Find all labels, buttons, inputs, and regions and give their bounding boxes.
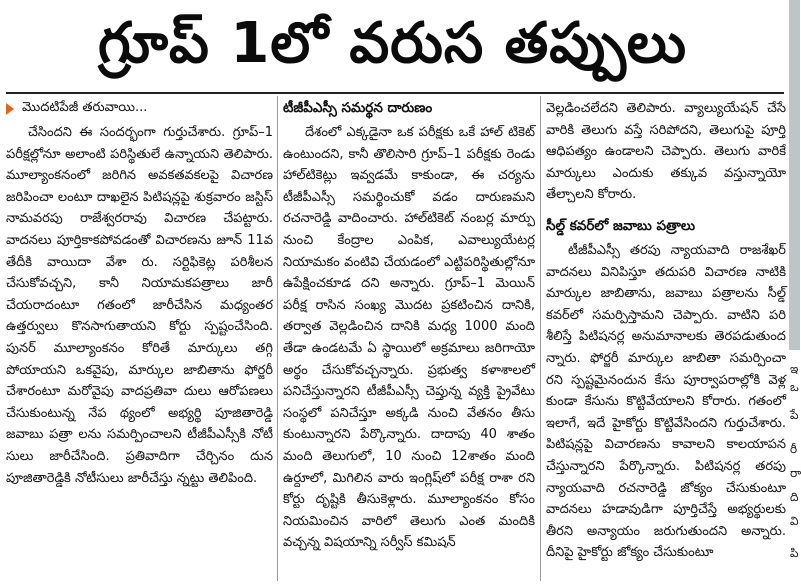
column-2: [283, 98, 535, 585]
edge-fragment: ఇ: [790, 362, 799, 376]
column-3-body: టీజీపీఎస్సీ తరపు న్యాయవాది రాజశేఖర్ వాదనలు వినిపిస్తూ తదుపరి విచారణ నాటికి మార్కుల జాబితాను, జవాబు పత్రాలను సీల్డ్ కవర్‌లో సమర్పిస్తామని చెప్పారు. వాటిని పరి శీలిస్తే పిటిషనర్ల అనుమానాలకు తెరపడుతుంద న్నారు. ఫోర్జరీ మార్కుల జాబితా సమర్పించా రని స్పష్టమైనందున కేసు పూర్వాపరాల్లోకి వెళ్ల కుండా కేసును కొట్టివేయాలని కోరారు. గతంలో ఇలాగే, ఇదే హైకోర్టు కొట్టివేసిందని గుర్తుచేశారు. పిటిషన్లపై విచారణను కావాలని కాలయాపన చేస్తున్నారని పేర్కొన్నారు. పిటిషనర్ల తరపు న్యాయవాది రచనారెడ్డి జోక్యం చేసుకుంటూ వాదనలు హడావుడిగా పూర్తిచేస్తే అభ్యర్థులకు తీరని అన్యాయం జరుగుతుందని అన్నారు. దీనిపై హైకోర్టు జోక్యం చేసుకుంటూ: [546, 242, 786, 561]
edge-photo-strip: [789, 0, 800, 350]
headline-rule: [6, 92, 784, 94]
edge-fragment: పే: [790, 408, 799, 422]
column-2-body: దేశంలో ఎక్కడైనా ఒక పరీక్షకు ఒకే హాల్ టికెట్ ఉంటుందని, కానీ తొలిసారి గ్రూప్–1 పరీక్షకు రెండు హాల్‌టికెట్లు ఇవ్వడమే కాకుండా, ఈ చర్యను టీజీపీఎస్సీ సమర్థించుకో వడం దారుణమని రచనారెడ్డి వాదించారు. హాల్‌టికెట్ నంబర్ల మార్పు నుంచి కేంద్రాల ఎంపిక, ఎవాల్యుయేటర్ల నియామకం వంటివి చేయడంలో ఎట్టిపరిస్థితుల్లోనూ ఉపేక్షించకూడ దని అన్నారు. గ్రూప్–1 మెయిన్ పరీక్ష రాసిన సంఖ్య మొదట ప్రకటించిన దానికి, తర్వాత వెల్లడించిన దానికి మధ్య 1000 మంది తేడా ఉండటమే ఏ స్థాయిలో అక్రమాలు జరిగాయో అర్థం చేసుకోవచ్చన్నారు. ప్రభుత్వ కళాశాలలో పనిచేస్తున్నారని టీజీపీఎస్సీ చెప్తున్న వ్యక్తి ప్రైవేటు సంస్థలో పనిచేస్తూ అక్కడి నుంచి వేతనం తీసు కుంటున్నారని పేర్కొన్నారు. దాదాపు 40 శాతం మంది తెలుగులో, 10 నుంచి 12శాతం మంది ఉర్దూలో, మిగిలిన వారు ఇంగ్లిష్‌లో పరీక్ష రాశా రని కోర్టు దృష్టికి తీసుకెళ్లారు. మూల్యాంకనం కోసం నియమించిన వారిలో తెలుగు ఎంత మందికి వచ్చన్న విషయాన్ని సర్వీస్ కమిషన్: [283, 125, 535, 551]
edge-fragment: వి: [790, 514, 799, 528]
edge-fragment: రీ: [790, 442, 798, 456]
headline-banner: [0, 0, 785, 88]
continuation-label: [6, 98, 273, 120]
edge-fragment: రా: [790, 466, 801, 480]
arrow-icon: [6, 103, 14, 115]
column-divider: [540, 96, 541, 581]
column-3: [546, 98, 786, 585]
column-3-subheading: సీల్డ్ కవర్‌లో జవాబు పత్రాలు: [546, 217, 696, 234]
column-2-subheading: టీజీపీఎస్సీ సమర్థన దారుణం: [283, 100, 433, 116]
column-3-body-top: వెల్లడించలేదని తెలిపారు. వ్యాల్యుయేషన్ చేసే వారికి తెలుగు వస్తే సరిపోదని, తెలుగుపై పూర్తి ఆధిపత్యం ఉండాలని చెప్పారు. తెలుగు వారికే మార్కులు ఎందుకు తక్కువ వస్తున్నాయో తేల్చాలని కోరారు.: [546, 101, 786, 203]
column-1: [6, 98, 273, 585]
edge-fragment: ఒ: [790, 380, 799, 394]
continuation-text: మొదటిపేజీ తరువాయి...: [22, 100, 148, 115]
edge-fragment: ది: [790, 490, 799, 504]
column-1-body: చేసిందని ఈ సందర్భంగా గుర్తుచేశారు. గ్రూప్–1 పరీక్షల్లోనూ అలాంటి పరిస్థితులే ఉన్నాయని తెలిపారు. మూల్యాంకనంలో జరిగిన అవకతవకలపై విచారణ జరిపించా లంటూ దాఖలైన పిటిషన్లపై శుక్రవారం జస్టిస్ నామవరపు రాజేశ్వరరావు విచారణ చేపట్టారు. వాదనలు పూర్తికాకపోవడంతో విచారణను జూన్ 11వ తేదీకి వాయిదా వేశా రు. సర్టిఫికెట్ల పరిశీలన చేసుకోవచ్చని, కానీ నియామకపత్రాలు జారీ చేయరాదంటూ గతంలో జారీచేసిన మధ్యంతర ఉత్తర్వులు కొనసాగుతాయని కోర్టు స్పష్టంచేసింది. పునర్ మూల్యాంకనం కోరితే మార్కులు తగ్గి పోయాయని ఒకవైపు, మార్కుల జాబితాను ఫోర్జరీ చేశారంటూ మరోవైపు వాదప్రతివా దులు ఆరోపణలు చేసుకుంటున్న నేప థ్యంలో అభ్యర్థి పూజితారెడ్డి జవాబు పత్రా లను సమర్పించాలని టీజీపీఎస్సీకి నోటీ సులు జారీచేసింది. ప్రతివాదిగా చేర్చినం దున పూజితారెడ్డికి నోటీసులు జారీచేస్తు న్నట్టు తెలిపింది.: [6, 125, 273, 486]
column-divider: [277, 96, 278, 581]
adjacent-article-edge: [789, 0, 800, 585]
headline: గ్రూప్ 1లో వరుస తప్పులు: [97, 11, 688, 76]
edge-fragment: పి: [790, 546, 799, 560]
